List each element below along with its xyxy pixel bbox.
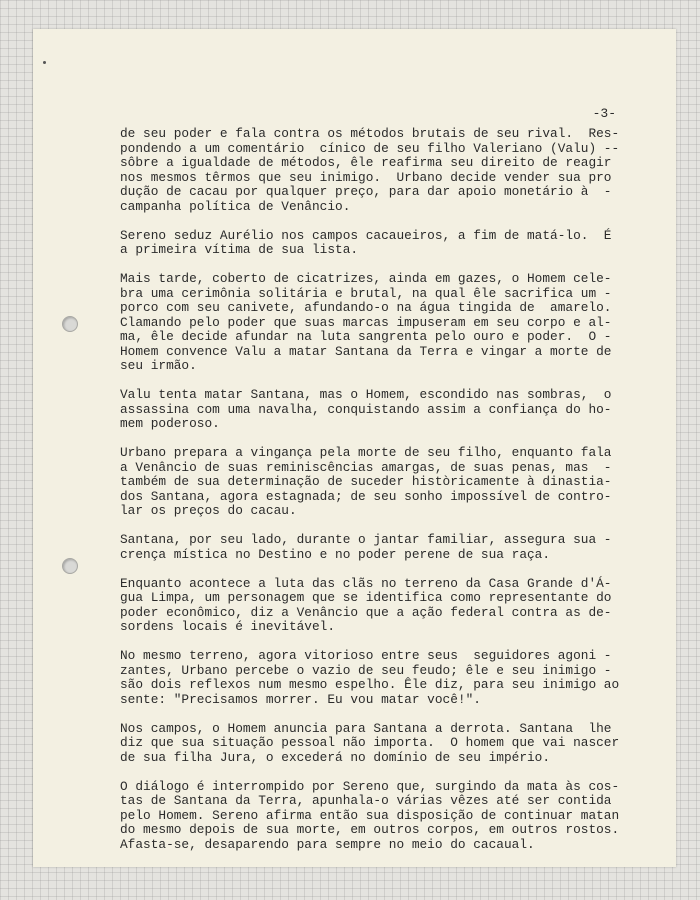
paragraph-7: Enquanto acontece a luta das clãs no terreno da Casa Grande d'Á- gua Limpa, um personagem que se identifica como representante do poder econômico, diz a Venâncio que a ação federal contra as de- sordens locais é inevitável. — [120, 575, 612, 634]
paragraph-5: Urbano prepara a vingança pela morte de seu filho, enquanto fala a Venâncio de suas reminiscências amargas, de suas penas, mas - também de sua determinação de suceder històricamente à dinastia- dos Santana, agora estagnada; de seu sonho impossível de contro- lar os preços do cacau. — [120, 445, 612, 518]
paragraph-2: Sereno seduz Aurélio nos campos cacaueiros, a fim de matá-lo. É a primeira vítima de sua lista. — [120, 227, 612, 257]
paragraph-10: O diálogo é interrompido por Sereno que, surgindo da mata às cos- tas de Santana da Terra, apunhala-o várias vêzes até ser contida pelo Homem. Sereno afirma então sua disposição de continuar matan do mesmo depois de sua morte, em outros corpos, em outros rostos. Afasta-se, desaparendo para sempre no meio do cacaual. — [120, 778, 620, 852]
typewritten-page — [33, 29, 676, 867]
paragraph-9: Nos campos, o Homem anuncia para Santana a derrota. Santana lhe diz que sua situação pessoal não importa. O homem que vai nascer de sua filha Jura, o excederá no domínio de seu império. — [120, 720, 620, 765]
paragraph-3: Mais tarde, coberto de cicatrizes, ainda em gazes, o Homem cele- bra uma cerimônia solitária e brutal, na qual êle sacrifica um - porco com seu canivete, afundando-o na água tingida de amarelo. Clamando pelo poder que suas marcas impuseram em seu corpo e al- ma, êle decide afundar na luta sangrenta pelo ouro e poder. O - Homem convence Valu a matar Santana da Terra e vingar a morte de seu irmão. — [120, 271, 612, 373]
punch-hole-bottom — [62, 558, 78, 574]
paragraph-1: de seu poder e fala contra os métodos brutais de seu rival. Res- pondendo a um comentário cínico de seu filho Valeriano (Valu) -- sôbre a igualdade de métodos, êle reafirma seu direito de reagir nos mesmos têrmos que seu inimigo. Urbano decide vender sua pro dução de cacau por qualquer preço, para dar apoio monetário à - campanha política de Venâncio. — [120, 126, 620, 214]
page-number: -3- — [592, 106, 616, 121]
punch-hole-top — [62, 316, 78, 332]
ink-dot — [43, 61, 46, 64]
paragraph-6: Santana, por seu lado, durante o jantar familiar, assegura sua - crença mística no Destino e no poder perene de sua raça. — [120, 532, 612, 562]
paragraph-8: No mesmo terreno, agora vitorioso entre seus seguidores agoni - zantes, Urbano percebe o vazio de seu feudo; êle e seu inimigo - são dois reflexos num mesmo espelho. Êle diz, para seu inimigo ao sente: "Precisamos morrer. Eu vou matar você!". — [120, 648, 620, 707]
body-text — [120, 127, 660, 867]
paragraph-4: Valu tenta matar Santana, mas o Homem, escondido nas sombras, o assassina com uma navalha, conquistando assim a confiança do ho- mem poderoso. — [120, 387, 612, 431]
